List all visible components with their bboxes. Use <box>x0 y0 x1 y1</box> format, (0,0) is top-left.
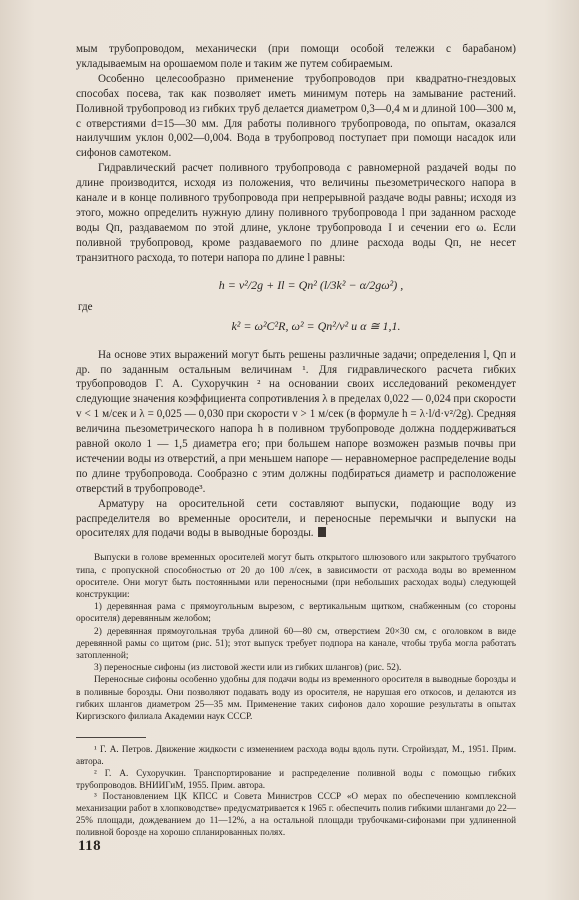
page-content <box>76 42 516 839</box>
small-item-2: 2) деревянная прямоугольная труба длиной 60—80 см, отверстием 20×30 см, с оголовком в виде деревянной рамы со щитом (рис. 51); этот выпуск требует подпора на канале, чтобы труба могла работать затопленной; <box>76 626 516 661</box>
end-mark-icon <box>318 527 326 537</box>
footnote-2: ² Г. А. Сухоручкин. Транспортирование и распределение поливной воды с помощью гибких трубопроводов. ВНИИГиМ, 1955. Прим. автора. <box>76 767 516 790</box>
formula-head-loss: h = v²/2g + Il = Qп² (l/3k² − α/2gω²) , <box>218 277 404 292</box>
small-paragraph-outlets: Выпуски в голове временных оросителей могут быть открытого шлюзового или закрытого трубчатого типа, с пропускной способностью от 20 до 100 л/сек, в зависимости от расхода воды во временном оросителе. Они могут быть постоянными или переносными (при небольших расходах воды) следующей конструкции: <box>76 553 516 600</box>
paragraph-continuation: мым трубопроводом, механически (при помощи особой тележки с барабаном) укладываемым на орошаемом поле и таким же путем собираемым. <box>76 43 516 70</box>
footnote-3: ³ Постановлением ЦК КПСС и Совета Министров СССР «О мерах по обеспечению комплексной механизации работ в хлопководстве» предусматривается к 1965 г. обеспечить полив гибкими шлангами до 22—25% площади, дождеванием до 11—12%, а на остальной площади трубочками-сифонами при удлиненной поливной борозде на хорошо спланированных полях. <box>76 791 516 837</box>
footnote-divider <box>76 737 146 738</box>
paragraph-hydraulic-calc: Гидравлический расчет поливного трубопровода с равномерной раздачей воды по длине производится, исходя из положения, что величины пьезометрического напора в канале и в конце поливного трубопровода при непрерывной раздаче воды равны; исходя из этого, можно определить нужную длину поливного трубопровода l при заданном расходе воды Qп, раздаваемом по этой длине, уклоне трубопровода I и сечении его ω. Если поливной трубопровод, кроме раздаваемого по длине расхода воды Qп, не несет транзитного расхода, то потери напора по длине l равны: <box>76 162 516 264</box>
paragraph-fittings-text: Арматуру на оросительной сети составляют выпуски, подающие воду из распределителя во временные оросители, и переносные перемычки и выпуски на оросителях для подачи воды в выводные борозды. <box>76 497 516 540</box>
page-number: 118 <box>78 838 102 854</box>
formula-coefficients: k² = ω²C²R, ω² = Qп²/v² и α ≅ 1,1. <box>231 318 401 333</box>
small-paragraph-siphons: Переносные сифоны особенно удобны для подачи воды из временного оросителя в выводные борозды и в поливные борозды. Они позволяют подавать воду из оросителя, не нарушая его откосов, и делаются из гибких шлангов диаметром 25—35 мм. Применение таких сифонов дало хорошие результаты в опытах Киргизского филиала Академии наук СССР. <box>76 675 516 723</box>
paragraph-fittings <box>76 497 516 542</box>
where-label: где <box>78 300 93 313</box>
footnote-1: ¹ Г. А. Петров. Движение жидкости с изменением расхода воды вдоль пути. Стройиздат, М., 1951. Прим. автора. <box>76 744 516 767</box>
spacer <box>76 541 516 552</box>
paragraph-pipelines: Особенно целесообразно применение трубопроводов при квадратно-гнездовых способах посева, так как позволяет иметь минимум потерь на замывание растений. Поливной трубопровод из гибких труб делается диаметром 0,3—0,4 м и длиной 100—300 м, с отверстиями d=15—30 мм. Для работы поливного трубопровода, по опытам, оказался наилучшим уклон 0,002—0,004. Вода в трубопровод поступает при помощи насадок или сифонов самотеком. <box>76 72 516 160</box>
paragraph-resistance: На основе этих выражений могут быть решены различные задачи; определения l, Qп и др. по заданным остальным величинам ¹. Для гидравлического расчета гибких трубопроводов Г. А. Сухоручкин ² на основании своих исследований рекомендует следующие значения коэффициента сопротивления λ в пределах 0,022 — 0,024 при скорости v < 1 м/сек и λ = 0,025 — 0,030 при скорости v > 1 м/сек (в формуле h = λ·l/d·v²/2g). Средняя величина пьезометрического напора h в поливном трубопроводе должна поддерживаться равной около 1 — 1,5 диаметра его; при большем напоре возможен размыв почвы при истечении воды из отверстий, а при меньшем напоре — неравномерное распределение воды по длине трубопровода. Сообразно с этим должны подбираться диаметр и расположение отверстий в трубопроводе³. <box>76 348 516 495</box>
small-item-1: 1) деревянная рама с прямоугольным вырезом, с вертикальным щитком, снабженным (со стороны оросителя) деревянным желобом; <box>76 602 516 625</box>
small-item-3: 3) переносные сифоны (из листовой жести или из гибких шлангов) (рис. 52). <box>94 663 402 674</box>
